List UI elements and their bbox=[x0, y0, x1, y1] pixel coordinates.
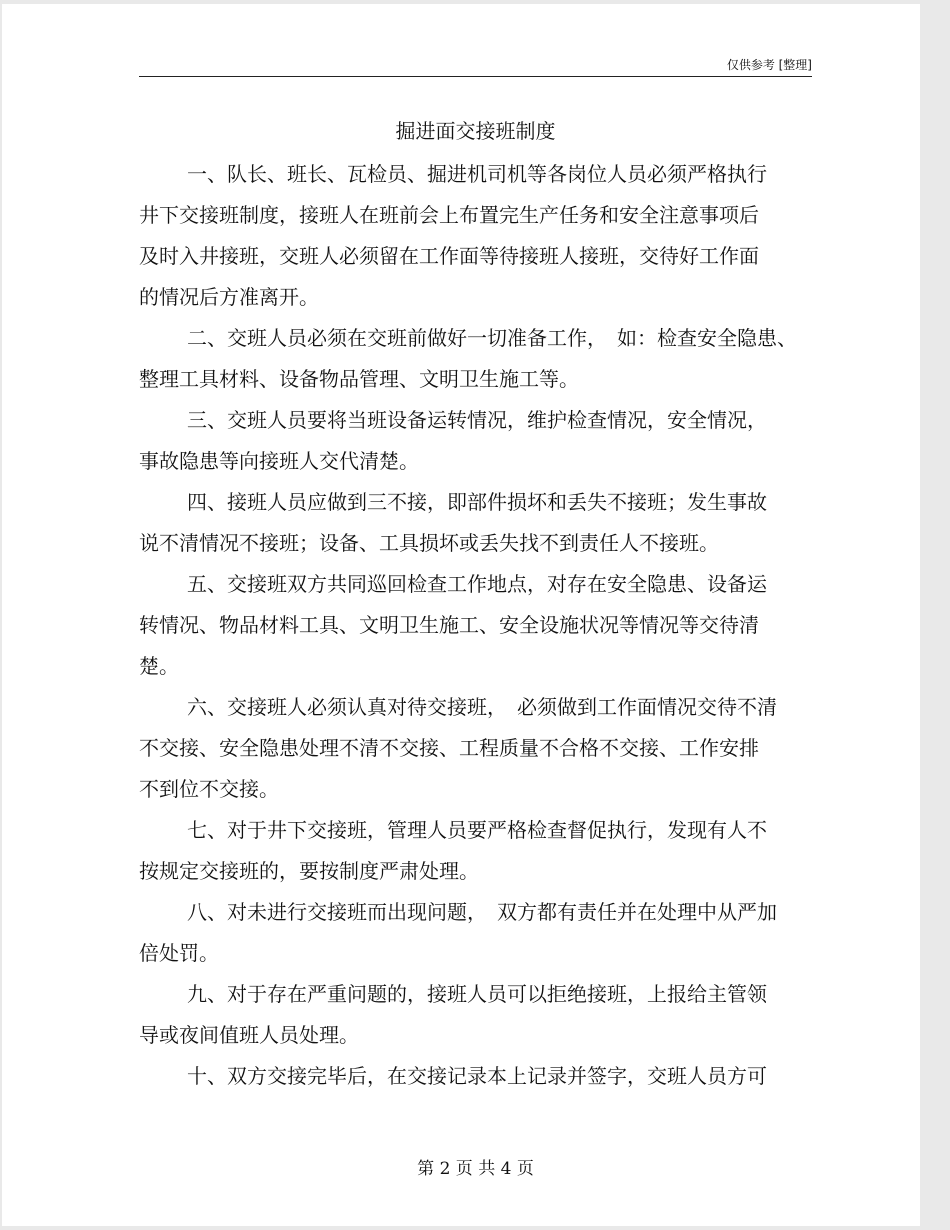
paragraph bbox=[139, 400, 809, 482]
paragraph-line: 八、对未进行交接班而出现问题， 双方都有责任并在处理中从严加 bbox=[187, 900, 777, 924]
document-title: 掘进面交接班制度 bbox=[395, 119, 556, 143]
paragraph-line: 井下交接班制度，接班人在班前会上布置完生产任务和安全注意事项后 bbox=[139, 203, 759, 227]
paragraph bbox=[139, 810, 809, 892]
paragraph-line: 事故隐患等向接班人交代清楚。 bbox=[139, 449, 419, 473]
paragraph-line: 一、队长、班长、瓦检员、掘进机司机等各岗位人员必须严格执行 bbox=[187, 162, 767, 186]
paragraph-line: 五、交接班双方共同巡回检查工作地点，对存在安全隐患、设备运 bbox=[187, 572, 767, 596]
paragraph-line: 的情况后方准离开。 bbox=[139, 285, 319, 309]
paragraph-line: 转情况、物品材料工具、文明卫生施工、安全设施状况等情况等交待清 bbox=[139, 613, 759, 637]
paragraph bbox=[139, 1056, 809, 1097]
paragraph-line: 说不清情况不接班；设备、工具损坏或丢失找不到责任人不接班。 bbox=[139, 531, 719, 555]
document-page bbox=[2, 4, 920, 1226]
paragraph-line: 倍处罚。 bbox=[139, 941, 219, 965]
paragraph-line: 按规定交接班的，要按制度严肃处理。 bbox=[139, 859, 479, 883]
paragraph-line: 二、交班人员必须在交班前做好一切准备工作， 如：检查安全隐患、 bbox=[187, 326, 797, 350]
paragraph-line: 三、交班人员要将当班设备运转情况，维护检查情况，安全情况， bbox=[187, 408, 767, 432]
paragraph-line: 四、接班人员应做到三不接，即部件损坏和丢失不接班；发生事故 bbox=[187, 490, 767, 514]
paragraph-line: 十、双方交接完毕后，在交接记录本上记录并签字，交班人员方可 bbox=[187, 1064, 767, 1088]
paragraph-line: 九、对于存在严重问题的，接班人员可以拒绝接班，上报给主管领 bbox=[187, 982, 767, 1006]
paragraph-line: 不到位不交接。 bbox=[139, 777, 279, 801]
paragraph-line: 不交接、安全隐患处理不清不交接、工程质量不合格不交接、工作安排 bbox=[139, 736, 759, 760]
paragraph bbox=[139, 154, 809, 318]
paragraph-line: 楚。 bbox=[139, 654, 179, 678]
paragraph bbox=[139, 974, 809, 1056]
paragraph-line: 七、对于井下交接班，管理人员要严格检查督促执行，发现有人不 bbox=[187, 818, 767, 842]
paragraph bbox=[139, 892, 809, 974]
paragraph-line: 及时入井接班，交班人必须留在工作面等待接班人接班，交待好工作面 bbox=[139, 244, 759, 268]
page-header: 仅供参考 [整理] bbox=[726, 58, 812, 72]
paragraph-line: 导或夜间值班人员处理。 bbox=[139, 1023, 359, 1047]
paragraph bbox=[139, 687, 809, 810]
header-divider bbox=[139, 76, 812, 77]
paragraph-line: 六、交接班人必须认真对待交接班， 必须做到工作面情况交待不清 bbox=[187, 695, 777, 719]
paragraph-line: 整理工具材料、设备物品管理、文明卫生施工等。 bbox=[139, 367, 579, 391]
paragraph bbox=[139, 318, 809, 400]
paragraph bbox=[139, 482, 809, 564]
document-body bbox=[139, 154, 809, 1097]
page-footer: 第 2 页 共 4 页 bbox=[417, 1159, 534, 1179]
paragraph bbox=[139, 564, 809, 687]
